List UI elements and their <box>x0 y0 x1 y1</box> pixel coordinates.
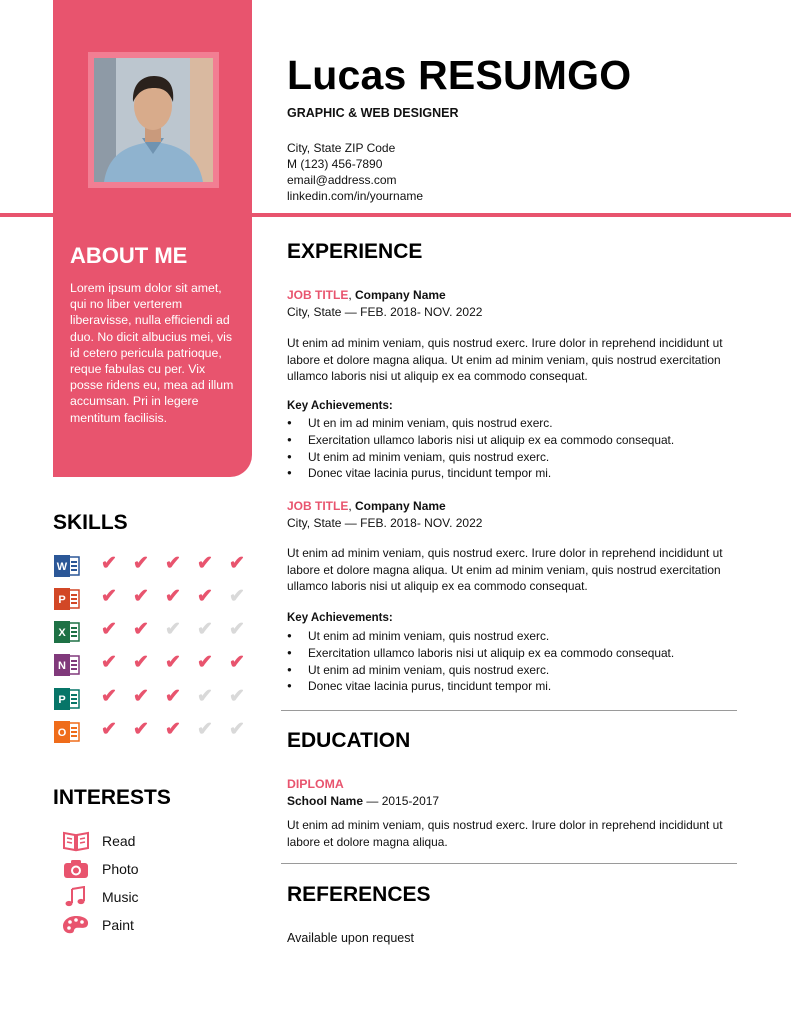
skill-row <box>53 684 253 714</box>
onenote-icon <box>53 653 81 677</box>
company-name: Company Name <box>355 288 446 302</box>
check-empty-icon: ✔ <box>229 686 245 707</box>
interest-item-music <box>62 886 242 912</box>
contact-email[interactable]: email@address.com <box>287 173 397 187</box>
skill-row <box>53 617 253 647</box>
contact-block <box>287 140 423 204</box>
contact-address: City, State ZIP Code <box>287 141 396 155</box>
list-item: ● Exercitation ullamco laboris nisi ut aliquip ex ea commodo consequat. <box>287 432 727 449</box>
experience-heading: EXPERIENCE <box>287 240 423 263</box>
interest-label: Photo <box>102 861 139 877</box>
app-letter: P <box>58 594 66 606</box>
skill-row <box>53 717 253 747</box>
job-location-dates: City, State — FEB. 2018- NOV. 2022 <box>287 305 483 319</box>
achievements-list <box>287 628 727 695</box>
interest-item-read <box>62 830 242 856</box>
school-dates: — 2015-2017 <box>363 794 440 808</box>
check-filled-icon: ✔ <box>197 652 213 673</box>
check-filled-icon: ✔ <box>197 553 213 574</box>
app-letter: X <box>58 627 66 639</box>
check-filled-icon: ✔ <box>165 686 181 707</box>
check-filled-icon: ✔ <box>229 553 245 574</box>
check-empty-icon: ✔ <box>229 586 245 607</box>
job-description: Ut enim ad minim veniam, quis nostrud exerc. Irure dolor in reprehend incididunt ut labore et dolore magna aliqua. Ut enim ad minim veniam, quis nostrud exercitation ullamco laboris nisi ut aliquip ex ea commodo consequat. <box>287 546 723 593</box>
job-header: JOB TITLE, Company Name <box>287 288 446 302</box>
job-title: JOB TITLE <box>287 288 349 302</box>
check-empty-icon: ✔ <box>229 719 245 740</box>
interest-item-photo <box>62 858 242 884</box>
app-letter: N <box>58 660 66 672</box>
excel-icon <box>53 620 81 644</box>
check-empty-icon: ✔ <box>197 686 213 707</box>
check-filled-icon: ✔ <box>165 553 181 574</box>
interest-item-paint <box>62 914 242 940</box>
header-divider <box>0 213 791 217</box>
skill-row <box>53 551 253 581</box>
check-empty-icon: ✔ <box>229 619 245 640</box>
list-item: ● Ut enim ad minim veniam, quis nostrud exerc. <box>287 628 727 645</box>
job-headline: GRAPHIC & WEB DESIGNER <box>287 106 459 120</box>
check-filled-icon: ✔ <box>165 586 181 607</box>
check-filled-icon: ✔ <box>101 686 117 707</box>
app-letter: W <box>56 561 68 573</box>
job-location-dates: City, State — FEB. 2018- NOV. 2022 <box>287 516 483 530</box>
check-filled-icon: ✔ <box>101 619 117 640</box>
camera-icon <box>62 858 90 880</box>
palette-icon <box>62 914 90 936</box>
portrait-illustration <box>94 58 213 182</box>
school-name: School Name <box>287 794 364 808</box>
interest-label: Music <box>102 889 139 905</box>
about-heading: ABOUT ME <box>70 243 188 268</box>
interest-label: Paint <box>102 917 134 933</box>
list-item: ● Exercitation ullamco laboris nisi ut aliquip ex ea commodo consequat. <box>287 645 727 662</box>
school-line <box>287 794 439 808</box>
achievements-list <box>287 415 727 482</box>
list-item: ● Donec vitae lacinia purus, tincidunt tempor mi. <box>287 465 727 482</box>
job-description: Ut enim ad minim veniam, quis nostrud exerc. Irure dolor in reprehend incididunt ut labore et dolore magna aliqua. Ut enim ad minim veniam, quis nostrud exercitation ullamco laboris nisi ut aliquip ex ea commodo consequat. <box>287 336 723 383</box>
check-filled-icon: ✔ <box>133 652 149 673</box>
check-filled-icon: ✔ <box>101 719 117 740</box>
achievements-label: Key Achievements: <box>287 612 393 624</box>
check-filled-icon: ✔ <box>133 719 149 740</box>
book-icon <box>62 830 90 852</box>
check-filled-icon: ✔ <box>101 586 117 607</box>
check-filled-icon: ✔ <box>229 652 245 673</box>
check-filled-icon: ✔ <box>133 686 149 707</box>
candidate-name: Lucas RESUMGO <box>287 52 632 98</box>
section-divider <box>281 710 737 711</box>
check-filled-icon: ✔ <box>133 619 149 640</box>
publisher-icon <box>53 687 81 711</box>
check-empty-icon: ✔ <box>197 719 213 740</box>
check-filled-icon: ✔ <box>101 553 117 574</box>
list-item: ● Donec vitae lacinia purus, tincidunt tempor mi. <box>287 678 727 695</box>
skills-heading: SKILLS <box>53 511 128 534</box>
interest-label: Read <box>102 833 136 849</box>
list-item: ● Ut enim ad minim veniam, quis nostrud exerc. <box>287 449 727 466</box>
education-heading: EDUCATION <box>287 729 411 752</box>
powerpoint-icon <box>53 587 81 611</box>
check-filled-icon: ✔ <box>197 586 213 607</box>
references-heading: REFERENCES <box>287 883 431 906</box>
skill-row <box>53 584 253 614</box>
about-text: Lorem ipsum dolor sit amet, qui no liber verterem liberavisse, nulla efficiendi ad duo. No dicit albucius mei, vis id cetero pericula patrioque, reque fabulas cu per. Vix posse ridens eu, mea ad illum accumsan. Pri in legere mentitum facilisis. <box>70 281 234 425</box>
app-letter: P <box>58 694 66 706</box>
app-letter: O <box>57 727 67 739</box>
section-divider <box>281 863 737 864</box>
check-empty-icon: ✔ <box>197 619 213 640</box>
outlook-icon <box>53 720 81 744</box>
check-filled-icon: ✔ <box>165 719 181 740</box>
job-header: JOB TITLE, Company Name <box>287 499 446 513</box>
check-filled-icon: ✔ <box>133 586 149 607</box>
degree-title: DIPLOMA <box>287 777 344 791</box>
skill-row <box>53 650 253 680</box>
contact-linkedin[interactable]: linkedin.com/in/yourname <box>287 189 424 203</box>
education-description: Ut enim ad minim veniam, quis nostrud exerc. Irure dolor in reprehend incididunt ut labore et dolore magna aliqua. <box>287 818 723 849</box>
achievements-label: Key Achievements: <box>287 400 393 412</box>
word-icon <box>53 554 81 578</box>
interests-heading: INTERESTS <box>53 786 171 809</box>
music-note-icon <box>62 886 90 908</box>
list-item: ● Ut enim ad minim veniam, quis nostrud exerc. <box>287 662 727 679</box>
profile-photo <box>88 52 219 188</box>
check-filled-icon: ✔ <box>133 553 149 574</box>
check-filled-icon: ✔ <box>101 652 117 673</box>
check-empty-icon: ✔ <box>165 619 181 640</box>
references-text: Available upon request <box>287 931 414 945</box>
job-title: JOB TITLE <box>287 499 349 513</box>
list-item: ● Ut en im ad minim veniam, quis nostrud exerc. <box>287 415 727 432</box>
company-name: Company Name <box>355 499 446 513</box>
check-filled-icon: ✔ <box>165 652 181 673</box>
contact-phone: M (123) 456-7890 <box>287 157 383 171</box>
